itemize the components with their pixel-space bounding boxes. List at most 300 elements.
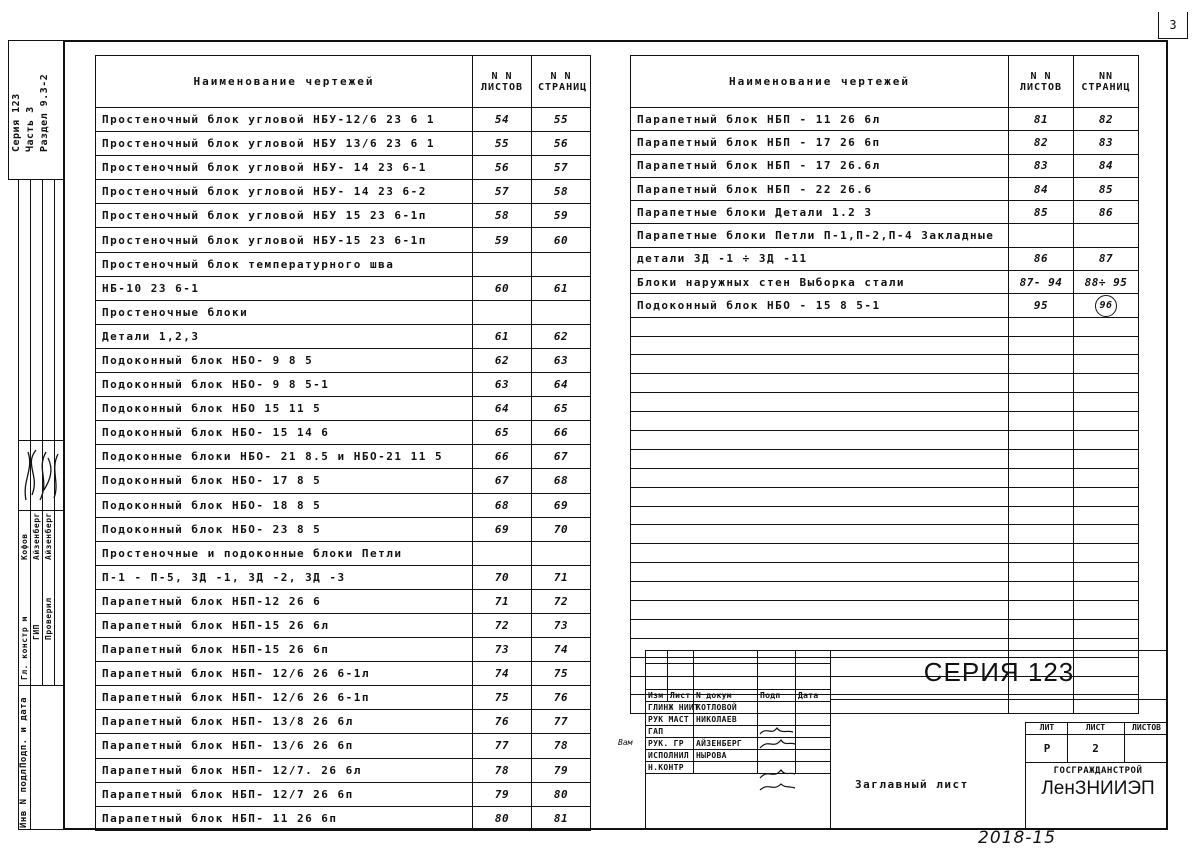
sheet-number xyxy=(1009,506,1074,525)
sheet-number: 84 xyxy=(1009,177,1074,200)
drawing-name xyxy=(631,525,1009,544)
revision-cell xyxy=(796,664,831,677)
sheet-number: 74 xyxy=(473,662,532,686)
drawing-name xyxy=(631,336,1009,355)
empty-row xyxy=(631,506,1139,525)
page-number-cell: 57 xyxy=(532,156,591,180)
sheet-number: 63 xyxy=(473,373,532,397)
right-header-sheets: N N ЛИСТОВ xyxy=(1009,56,1074,108)
page-number-cell xyxy=(1074,619,1139,638)
series-note-line-1: Серия 123 xyxy=(11,93,22,152)
page-number-cell xyxy=(1074,393,1139,412)
sheet-title: Заглавный лист xyxy=(855,778,969,791)
drawing-name: Простеночный блок угловой НБУ- 14 23 6-1 xyxy=(96,156,473,180)
sheet-number: 76 xyxy=(473,710,532,734)
signatory-name: АЙЗЕНБЕРГ xyxy=(694,738,758,750)
drawing-name: Парапетный блок НБП- 11 26 6п xyxy=(96,806,473,830)
drawing-name xyxy=(631,468,1009,487)
left-table-body xyxy=(96,56,591,831)
table-row xyxy=(96,228,591,252)
signature-scribbles xyxy=(20,440,64,508)
revision-cell xyxy=(758,664,796,677)
sheet-number: 67 xyxy=(473,469,532,493)
table-row xyxy=(631,294,1139,317)
signature-grid xyxy=(18,180,63,685)
signatory-name: КОТЛОВОЙ xyxy=(694,702,758,714)
sheet-number: 68 xyxy=(473,493,532,517)
revision-blank-row xyxy=(646,677,831,690)
sheet-number: 82 xyxy=(1009,131,1074,154)
drawing-name: Парапетный блок НБП- 12/7 26 6п xyxy=(96,782,473,806)
sheet-number: 87- 94 xyxy=(1009,271,1074,294)
right-table-body xyxy=(631,56,1139,714)
drawing-name: Подоконный блок НБО - 15 8 5-1 xyxy=(631,294,1009,317)
empty-row xyxy=(631,601,1139,620)
drawing-name xyxy=(631,449,1009,468)
revision-cell xyxy=(668,664,694,677)
signatory-row xyxy=(646,714,831,726)
page-number-cell xyxy=(532,300,591,324)
date-cell xyxy=(796,702,831,714)
drawing-name xyxy=(631,619,1009,638)
table-row xyxy=(96,324,591,348)
drawing-name: Парапетный блок НБП-12 26 6 xyxy=(96,589,473,613)
sheet-number: 86 xyxy=(1009,247,1074,270)
page-number-cell: 86 xyxy=(1074,201,1139,224)
drawing-name: Парапетные блоки Петли П-1,П-2,П-4 Закладные xyxy=(631,224,1009,247)
sheet-number: 77 xyxy=(473,734,532,758)
page-number-cell xyxy=(1074,506,1139,525)
page-number-cell xyxy=(1074,374,1139,393)
drawing-name: Простеночные блоки xyxy=(96,300,473,324)
table-row xyxy=(96,252,591,276)
sheet-number: 80 xyxy=(473,806,532,830)
page-number-cell: 69 xyxy=(532,493,591,517)
drawing-name: Простеночный блок угловой НБУ 13/6 23 6 1 xyxy=(96,132,473,156)
sheet-number xyxy=(473,541,532,565)
listov-label: ЛИСТОВ xyxy=(1132,723,1161,732)
drawing-name: Парапетный блок НБП - 22 26.6 xyxy=(631,177,1009,200)
sheet-number: 78 xyxy=(473,758,532,782)
sheet-number: 62 xyxy=(473,348,532,372)
left-header-sheets: N N ЛИСТОВ xyxy=(473,56,532,108)
drawing-name: Парапетный блок НБП- 12/7. 26 6л xyxy=(96,758,473,782)
revision-col-header: N докум xyxy=(694,690,758,702)
sheet-number: 95 xyxy=(1009,294,1074,317)
left-header-name: Наименование чертежей xyxy=(96,56,473,108)
drawing-name xyxy=(631,374,1009,393)
drawing-name: Подоконные блоки НБО- 21 8.5 и НБО-21 11 5 xyxy=(96,445,473,469)
role-3: Проверил xyxy=(44,597,53,640)
page-number-cell: 60 xyxy=(532,228,591,252)
revision-cell xyxy=(668,651,694,664)
page-number-cell xyxy=(1074,412,1139,431)
revision-blank-row xyxy=(646,651,831,664)
revision-cell xyxy=(796,651,831,664)
sheet-number xyxy=(1009,355,1074,374)
signatory-name xyxy=(694,762,758,774)
page-number-cell: 66 xyxy=(532,421,591,445)
table-row xyxy=(96,806,591,830)
empty-row xyxy=(631,412,1139,431)
signatory-role: Н.КОНТР xyxy=(646,762,694,774)
page-number-cell: 58 xyxy=(532,180,591,204)
empty-row xyxy=(631,563,1139,582)
sheet-number: 56 xyxy=(473,156,532,180)
revision-col-header: Подп xyxy=(758,690,796,702)
date-cell xyxy=(796,762,831,774)
table-row xyxy=(96,108,591,132)
date-cell xyxy=(796,714,831,726)
table-row xyxy=(96,782,591,806)
signatory-role: РУК МАСТ xyxy=(646,714,694,726)
table-row xyxy=(96,710,591,734)
drawing-name: Простеночный блок температурного шва xyxy=(96,252,473,276)
page-number-cell: 81 xyxy=(532,806,591,830)
sheet-number: 66 xyxy=(473,445,532,469)
sheet-number: 58 xyxy=(473,204,532,228)
page-number-cell: 68 xyxy=(532,469,591,493)
table-row xyxy=(96,638,591,662)
sheet-number: 72 xyxy=(473,613,532,637)
page-number-cell: 84 xyxy=(1074,154,1139,177)
page-number-cell: 79 xyxy=(532,758,591,782)
revision-cell xyxy=(694,664,758,677)
drawing-name: П-1 - П-5, ЗД -1, ЗД -2, ЗД -3 xyxy=(96,565,473,589)
page-number-cell xyxy=(532,541,591,565)
page-number-cell xyxy=(1074,294,1139,317)
date-cell xyxy=(796,750,831,762)
sheet-number: 57 xyxy=(473,180,532,204)
sheet-number xyxy=(1009,619,1074,638)
table-row xyxy=(96,180,591,204)
page-number-cell: 65 xyxy=(532,397,591,421)
page-number-cell: 74 xyxy=(532,638,591,662)
table-row xyxy=(631,154,1139,177)
drawing-name xyxy=(631,487,1009,506)
sheet-number: 79 xyxy=(473,782,532,806)
sheet-number xyxy=(1009,563,1074,582)
table-row xyxy=(631,108,1139,131)
sheet-number xyxy=(1009,544,1074,563)
sheet-number xyxy=(473,252,532,276)
revision-cell xyxy=(646,677,668,690)
page-number-cell: 62 xyxy=(532,324,591,348)
page-number-cell xyxy=(1074,468,1139,487)
sheet-number: 70 xyxy=(473,565,532,589)
sheet-number: 75 xyxy=(473,686,532,710)
drawing-name xyxy=(631,506,1009,525)
sheet-number: 83 xyxy=(1009,154,1074,177)
drawing-name: детали ЗД -1 ÷ ЗД -11 xyxy=(631,247,1009,270)
empty-row xyxy=(631,468,1139,487)
sheet-number xyxy=(1009,582,1074,601)
role-2: ГИП xyxy=(32,624,41,640)
drawing-name: Парапетные блоки Детали 1.2 3 xyxy=(631,201,1009,224)
table-row xyxy=(96,589,591,613)
sheet-number: 59 xyxy=(473,228,532,252)
drawing-name xyxy=(631,355,1009,374)
list-value: 2 xyxy=(1092,742,1099,755)
table-row xyxy=(96,397,591,421)
page-number-cell: 70 xyxy=(532,517,591,541)
sheet-number xyxy=(1009,431,1074,450)
signature-cell xyxy=(758,702,796,714)
empty-row xyxy=(631,374,1139,393)
page-number-cell xyxy=(1074,355,1139,374)
page-number-cell: 67 xyxy=(532,445,591,469)
lit-box xyxy=(1025,722,1168,830)
table-row xyxy=(96,686,591,710)
table-row xyxy=(96,156,591,180)
signatory-row xyxy=(646,738,831,750)
lit-value: Р xyxy=(1043,742,1051,755)
revision-cell xyxy=(646,651,668,664)
sheet-number: 81 xyxy=(1009,108,1074,131)
sheet-number xyxy=(1009,224,1074,247)
footer-code: 2018-15 xyxy=(978,828,1057,848)
list-label: ЛИСТ xyxy=(1085,723,1106,732)
drawing-name: Парапетный блок НБП- 12/6 26 6-1л xyxy=(96,662,473,686)
drawing-name: Простеночный блок угловой НБУ-15 23 6-1п xyxy=(96,228,473,252)
sheet-number xyxy=(1009,336,1074,355)
page-number-cell: 72 xyxy=(532,589,591,613)
role-1: Гл. констр м xyxy=(20,616,29,680)
revision-header-row xyxy=(646,690,831,702)
signatory-row xyxy=(646,702,831,714)
page-number-cell xyxy=(1074,224,1139,247)
lit-line xyxy=(1025,734,1168,735)
drawing-name: Подоконный блок НБО 15 11 5 xyxy=(96,397,473,421)
drawing-name: Простеночный блок угловой НБУ 15 23 6-1п xyxy=(96,204,473,228)
empty-row xyxy=(631,336,1139,355)
table-row xyxy=(96,565,591,589)
name-2: Айзенберг xyxy=(32,512,41,560)
drawing-name: Парапетный блок НБП - 11 26 6л xyxy=(631,108,1009,131)
sheet-number xyxy=(1009,487,1074,506)
table-row xyxy=(96,541,591,565)
date-cell xyxy=(796,726,831,738)
table-row xyxy=(631,201,1139,224)
side-note: Вам xyxy=(618,738,633,747)
drawing-name: НБ-10 23 6-1 xyxy=(96,276,473,300)
drawing-name: Блоки наружных стен Выборка стали xyxy=(631,271,1009,294)
sheet-number: 55 xyxy=(473,132,532,156)
page-number-cell: 80 xyxy=(532,782,591,806)
page-number-cell xyxy=(1074,431,1139,450)
page-number-cell: 55 xyxy=(532,108,591,132)
drawing-name: Простеночные и подоконные блоки Петли xyxy=(96,541,473,565)
page-number-cell: 78 xyxy=(532,734,591,758)
page-number: 3 xyxy=(1169,18,1177,32)
page-number-cell: 61 xyxy=(532,276,591,300)
empty-row xyxy=(631,582,1139,601)
circled-page-number: 96 xyxy=(1095,295,1117,317)
sheet-number: 71 xyxy=(473,589,532,613)
empty-row xyxy=(631,525,1139,544)
drawing-name: Парапетный блок НБП - 17 26.6л xyxy=(631,154,1009,177)
page-number-cell: 85 xyxy=(1074,177,1139,200)
table-row xyxy=(96,276,591,300)
sheet-number xyxy=(1009,374,1074,393)
right-header-name: Наименование чертежей xyxy=(631,56,1009,108)
table-row xyxy=(96,373,591,397)
left-drawing-list xyxy=(95,55,591,831)
page-number-box xyxy=(1158,12,1188,39)
left-table-header xyxy=(96,56,591,108)
date-cell xyxy=(796,738,831,750)
drawing-name: Подоконный блок НБО- 18 8 5 xyxy=(96,493,473,517)
page-number-cell xyxy=(1074,317,1139,336)
page-number-cell xyxy=(532,252,591,276)
page-number-cell xyxy=(1074,487,1139,506)
page-number-cell: 82 xyxy=(1074,108,1139,131)
drawing-name xyxy=(631,412,1009,431)
drawing-name: Подоконный блок НБО- 9 8 5 xyxy=(96,348,473,372)
org-bottom: ЛенЗНИИЭП xyxy=(1041,778,1155,799)
table-row xyxy=(96,517,591,541)
signatory-name xyxy=(694,726,758,738)
lit-line xyxy=(1025,762,1168,763)
drawing-name: Простеночный блок угловой НБУ-12/6 23 6 1 xyxy=(96,108,473,132)
series-title: СЕРИЯ 123 xyxy=(923,657,1075,687)
empty-row xyxy=(631,619,1139,638)
drawing-name: Парапетный блок НБП- 12/6 26 6-1п xyxy=(96,686,473,710)
page-number-cell: 56 xyxy=(532,132,591,156)
table-row xyxy=(96,758,591,782)
drawing-name: Парапетный блок НБП- 13/8 26 6л xyxy=(96,710,473,734)
drawing-name xyxy=(631,317,1009,336)
drawing-name: Простеночный блок угловой НБУ- 14 23 6-2 xyxy=(96,180,473,204)
drawing-name xyxy=(631,601,1009,620)
page-number-cell xyxy=(1074,525,1139,544)
grid-line xyxy=(30,685,31,830)
drawing-name: Парапетный блок НБП-15 26 6п xyxy=(96,638,473,662)
drawing-name: Подоконный блок НБО- 9 8 5-1 xyxy=(96,373,473,397)
signatory-role: ГЛИНЖ НИИТ xyxy=(646,702,694,714)
name-3: Айзенберг xyxy=(44,512,53,560)
drawing-name xyxy=(631,544,1009,563)
revision-cell xyxy=(646,664,668,677)
grid-line xyxy=(30,180,31,685)
table-row xyxy=(96,421,591,445)
table-row xyxy=(96,734,591,758)
sheet-number xyxy=(1009,412,1074,431)
page-number-cell xyxy=(1074,582,1139,601)
drawing-name: Подоконный блок НБО- 17 8 5 xyxy=(96,469,473,493)
grid-line xyxy=(42,180,43,685)
grid-line xyxy=(18,510,63,511)
title-divider xyxy=(830,700,831,830)
table-row xyxy=(631,131,1139,154)
empty-row xyxy=(631,393,1139,412)
page-number-cell xyxy=(1074,449,1139,468)
revision-cell xyxy=(694,651,758,664)
drawing-name: Парапетный блок НБП-15 26 6л xyxy=(96,613,473,637)
signatory-row xyxy=(646,750,831,762)
table-row xyxy=(96,204,591,228)
table-row xyxy=(631,224,1139,247)
sheet-number: 73 xyxy=(473,638,532,662)
sheet-number: 60 xyxy=(473,276,532,300)
table-row xyxy=(96,493,591,517)
sheet-number: 54 xyxy=(473,108,532,132)
drawing-name xyxy=(631,563,1009,582)
table-row xyxy=(96,469,591,493)
right-drawing-list xyxy=(630,55,1139,714)
signatory-row xyxy=(646,726,831,738)
series-note-line-3: Раздел 9.3-2 xyxy=(39,73,50,152)
table-row xyxy=(96,445,591,469)
org-top: ГОСГРАЖДАНСТРОЙ xyxy=(1053,766,1143,776)
page-number-cell xyxy=(1074,563,1139,582)
drawing-name xyxy=(631,582,1009,601)
page-number-cell: 88÷ 95 xyxy=(1074,271,1139,294)
right-table-header xyxy=(631,56,1139,108)
sheet-number: 85 xyxy=(1009,201,1074,224)
page-number-cell: 63 xyxy=(532,348,591,372)
signatory-role: ИСПОЛНИЛ xyxy=(646,750,694,762)
drawing-name: Подоконный блок НБО- 15 14 6 xyxy=(96,421,473,445)
drawing-name: Подоконный блок НБО- 23 8 5 xyxy=(96,517,473,541)
right-header-pages: NN СТРАНИЦ xyxy=(1074,56,1139,108)
revision-col-header: Дата xyxy=(796,690,831,702)
grid-line xyxy=(54,180,55,685)
series-note-line-2: Часть 3 xyxy=(25,106,36,152)
revision-blank-row xyxy=(646,664,831,677)
sheet-number: 69 xyxy=(473,517,532,541)
sheet-number xyxy=(1009,525,1074,544)
page-number-cell: 71 xyxy=(532,565,591,589)
table-row xyxy=(96,300,591,324)
sheet-number xyxy=(1009,317,1074,336)
revision-cell xyxy=(758,677,796,690)
signatory-name: НИКОЛАЕВ xyxy=(694,714,758,726)
left-header-pages: N N СТРАНИЦ xyxy=(532,56,591,108)
page-number-cell xyxy=(1074,601,1139,620)
drawing-name xyxy=(631,393,1009,412)
sheet-number xyxy=(1009,601,1074,620)
empty-row xyxy=(631,449,1139,468)
empty-row xyxy=(631,317,1139,336)
page-number-cell xyxy=(1074,544,1139,563)
inv-label-1: Инв N подл xyxy=(19,768,29,828)
page-number-cell xyxy=(1074,336,1139,355)
page-number-cell: 83 xyxy=(1074,131,1139,154)
inv-label-2: Подп. и дата xyxy=(19,696,29,768)
title-signatures xyxy=(757,722,797,802)
empty-row xyxy=(631,487,1139,506)
table-row xyxy=(96,613,591,637)
revision-col-header: Лист xyxy=(668,690,694,702)
signatory-name: НЫРОВА xyxy=(694,750,758,762)
table-row xyxy=(631,247,1139,270)
empty-row xyxy=(631,355,1139,374)
page-number-cell: 77 xyxy=(532,710,591,734)
table-row xyxy=(96,662,591,686)
table-row xyxy=(631,177,1139,200)
page-number-cell: 87 xyxy=(1074,247,1139,270)
drawing-name xyxy=(631,431,1009,450)
sheet-number xyxy=(1009,468,1074,487)
table-row xyxy=(96,348,591,372)
sheet-number: 65 xyxy=(473,421,532,445)
empty-row xyxy=(631,431,1139,450)
page-number-cell: 64 xyxy=(532,373,591,397)
page-number-cell: 75 xyxy=(532,662,591,686)
drawing-name: Детали 1,2,3 xyxy=(96,324,473,348)
revision-cell xyxy=(668,677,694,690)
